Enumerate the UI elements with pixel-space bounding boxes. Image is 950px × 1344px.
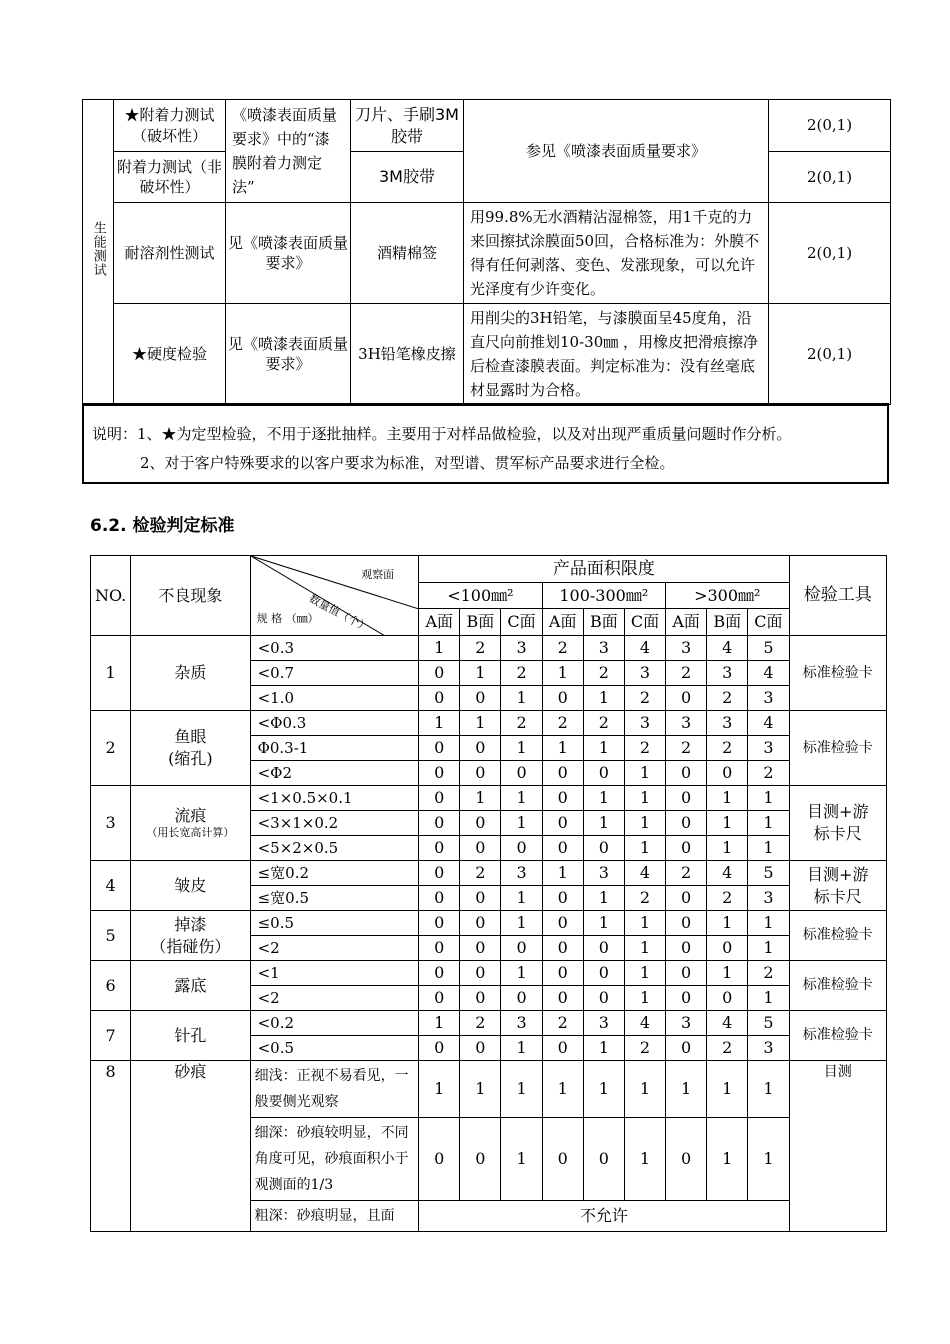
note-line-1: 说明：1、★为定型检验，不用于逐批抽样。主要用于对样品做检验，以及对出现严重质量问题时作分析。 [92, 425, 792, 443]
inspection-tool: 标准检验卡 [789, 1011, 886, 1061]
test-method: 见《喷漆表面质量要求》 [226, 304, 351, 405]
defect-name [131, 961, 250, 1011]
count-cell: 2 [460, 636, 501, 661]
spec: <0.7 [250, 661, 419, 686]
table-row [91, 961, 887, 986]
count-cell: 0 [542, 811, 583, 836]
count-cell: 0 [419, 686, 460, 711]
count-cell: 0 [707, 936, 748, 961]
count-cell: 0 [419, 761, 460, 786]
count-cell: 1 [501, 886, 542, 911]
count-cell: 1 [460, 786, 501, 811]
count-cell: 4 [624, 636, 665, 661]
count-cell: 0 [666, 811, 707, 836]
count-cell: 4 [624, 861, 665, 886]
spec: <2 [250, 986, 419, 1011]
count-cell: 0 [542, 936, 583, 961]
count-cell: 0 [460, 686, 501, 711]
performance-test-table [82, 99, 891, 405]
spec: ≤宽0.5 [250, 886, 419, 911]
count-cell: 0 [419, 1036, 460, 1061]
defect-name-note: （指碰伤） [150, 936, 231, 956]
count-cell: 0 [460, 1118, 501, 1201]
count-cell: 1 [748, 911, 789, 936]
count-cell: 1 [501, 1118, 542, 1201]
count-cell: 1 [501, 1036, 542, 1061]
count-cell: 1 [419, 1061, 460, 1118]
count-cell: 2 [501, 711, 542, 736]
table-row [91, 861, 887, 886]
defect-name-text: 掉漆 [174, 914, 207, 934]
inspection-tool: 标准检验卡 [789, 961, 886, 1011]
table-row [91, 911, 887, 936]
count-cell: 1 [624, 1118, 665, 1201]
count-cell: 1 [748, 1061, 789, 1118]
count-cell: 1 [707, 1061, 748, 1118]
count-cell: 1 [583, 686, 624, 711]
header-area-large: >300㎜² [666, 583, 789, 609]
count-cell: 1 [748, 986, 789, 1011]
judgement-standard-table [90, 555, 887, 1232]
count-cell: 0 [666, 911, 707, 936]
count-cell: 0 [501, 761, 542, 786]
count-cell: 0 [501, 986, 542, 1011]
count-cell: 0 [419, 736, 460, 761]
note-box [82, 403, 889, 484]
count-cell: 1 [583, 736, 624, 761]
count-cell: 1 [707, 911, 748, 936]
count-cell: 0 [542, 1118, 583, 1201]
count-cell: 0 [542, 911, 583, 936]
header-area-small: <100㎜² [419, 583, 542, 609]
header-face: A面 [542, 609, 583, 636]
count-cell: 0 [419, 911, 460, 936]
count-cell: 1 [707, 836, 748, 861]
count-cell: 4 [707, 861, 748, 886]
count-cell: 1 [501, 686, 542, 711]
count-cell: 1 [624, 936, 665, 961]
count-cell: 1 [583, 1036, 624, 1061]
spec: <1×0.5×0.1 [250, 786, 419, 811]
count-cell: 2 [707, 1036, 748, 1061]
table-row [91, 1061, 887, 1118]
count-cell: 0 [542, 786, 583, 811]
count-cell: 3 [583, 1011, 624, 1036]
count-cell: 1 [460, 661, 501, 686]
table-row [91, 1011, 887, 1036]
defect-no: 1 [91, 636, 131, 711]
count-cell: 0 [460, 886, 501, 911]
count-cell: 2 [624, 686, 665, 711]
header-face: C面 [624, 609, 665, 636]
header-diagonal [250, 556, 419, 636]
count-cell: 3 [707, 711, 748, 736]
count-cell: 2 [707, 736, 748, 761]
inspection-tool: 目测+游标卡尺 [789, 786, 886, 861]
count-cell: 0 [666, 986, 707, 1011]
test-method: 见《喷漆表面质量要求》 [226, 203, 351, 304]
count-cell: 1 [542, 1061, 583, 1118]
test-criteria: 用削尖的3H铅笔，与漆膜面呈45度角，沿直尺向前推划10-30㎜ ，用橡皮把滑痕擦净后检查漆膜表面。判定标准为：没有丝毫底材显露时为合格。 [464, 304, 769, 405]
count-cell: 0 [460, 811, 501, 836]
spec: <Φ0.3 [250, 711, 419, 736]
table-row [91, 636, 887, 661]
count-cell: 0 [542, 986, 583, 1011]
count-cell: 0 [460, 911, 501, 936]
count-cell: 1 [624, 911, 665, 936]
count-cell: 0 [460, 736, 501, 761]
inspection-tool: 目测 [789, 1061, 886, 1232]
count-cell: 1 [748, 811, 789, 836]
table-row [91, 711, 887, 736]
defect-no: 4 [91, 861, 131, 911]
count-cell: 2 [624, 736, 665, 761]
count-cell: 0 [419, 811, 460, 836]
count-cell: 1 [624, 836, 665, 861]
count-cell: 0 [666, 786, 707, 811]
defect-name [131, 1011, 250, 1061]
count-cell: 1 [707, 811, 748, 836]
count-cell: 1 [583, 811, 624, 836]
header-face: A面 [666, 609, 707, 636]
header-area-limit: 产品面积限度 [419, 556, 789, 583]
count-cell: 0 [542, 961, 583, 986]
test-item: ★硬度检验 [114, 304, 226, 405]
test-item: ★附着力测试（破坏性） [114, 100, 226, 152]
count-cell: 0 [419, 1118, 460, 1201]
defect-no: 8 [91, 1061, 131, 1232]
count-cell: 3 [748, 886, 789, 911]
spec: <0.2 [250, 1011, 419, 1036]
header-face: B面 [583, 609, 624, 636]
count-cell: 0 [419, 836, 460, 861]
not-allowed: 不允许 [419, 1201, 789, 1232]
count-cell: 4 [748, 661, 789, 686]
count-cell: 2 [748, 761, 789, 786]
inspection-tool: 标准检验卡 [789, 711, 886, 786]
count-cell: 1 [748, 786, 789, 811]
count-cell: 0 [460, 836, 501, 861]
count-cell: 0 [501, 836, 542, 861]
count-cell: 1 [624, 986, 665, 1011]
aql-level: 2(0,1) [769, 100, 891, 152]
spec: <5×2×0.5 [250, 836, 419, 861]
test-tools: 酒精棉签 [351, 203, 464, 304]
defect-name-text: 针孔 [174, 1025, 207, 1045]
count-cell: 1 [460, 711, 501, 736]
count-cell: 0 [460, 986, 501, 1011]
table-row [91, 786, 887, 811]
count-cell: 3 [666, 1011, 707, 1036]
count-cell: 3 [748, 736, 789, 761]
count-cell: 0 [583, 961, 624, 986]
count-cell: 0 [460, 961, 501, 986]
test-tools: 3M胶带 [351, 152, 464, 203]
count-cell: 0 [419, 961, 460, 986]
spec: ≤宽0.2 [250, 861, 419, 886]
defect-name [131, 861, 250, 911]
count-cell: 4 [748, 711, 789, 736]
count-cell: 1 [666, 1061, 707, 1118]
count-cell: 1 [583, 911, 624, 936]
count-cell: 1 [542, 661, 583, 686]
count-cell: 2 [666, 736, 707, 761]
count-cell: 0 [419, 786, 460, 811]
count-cell: 0 [419, 886, 460, 911]
count-cell: 3 [583, 861, 624, 886]
spec: 粗深：砂痕明显，且面 [250, 1201, 419, 1232]
count-cell: 0 [666, 836, 707, 861]
count-cell: 4 [707, 636, 748, 661]
count-cell: 0 [583, 761, 624, 786]
count-cell: 1 [707, 786, 748, 811]
group-label: 生能测试 [83, 100, 114, 405]
count-cell: 3 [501, 636, 542, 661]
spec: ≤0.5 [250, 911, 419, 936]
count-cell: 0 [460, 761, 501, 786]
header-face: A面 [419, 609, 460, 636]
diag-top-label: 观察面 [361, 568, 395, 581]
defect-name [131, 636, 250, 711]
section-title: 6.2. 检验判定标准 [90, 516, 235, 536]
count-cell: 2 [501, 661, 542, 686]
count-cell: 2 [666, 661, 707, 686]
spec: <0.5 [250, 1036, 419, 1061]
count-cell: 0 [501, 936, 542, 961]
count-cell: 2 [460, 861, 501, 886]
count-cell: 3 [583, 636, 624, 661]
count-cell: 1 [501, 961, 542, 986]
defect-name [131, 1061, 250, 1232]
defect-no: 6 [91, 961, 131, 1011]
count-cell: 0 [666, 886, 707, 911]
count-cell: 0 [583, 986, 624, 1011]
header-tool: 检验工具 [789, 556, 886, 636]
count-cell: 0 [460, 1036, 501, 1061]
count-cell: 0 [460, 936, 501, 961]
aql-level: 2(0,1) [769, 152, 891, 203]
test-criteria: 用99.8%无水酒精沾湿棉签，用1千克的力来回擦拭涂膜面50回，合格标准为：外膜不得有任何剥落、变色、发涨现象，可以允许光泽度有少许变化。 [464, 203, 769, 304]
count-cell: 0 [583, 1118, 624, 1201]
count-cell: 1 [542, 861, 583, 886]
header-no: NO. [91, 556, 131, 636]
count-cell: 1 [419, 1011, 460, 1036]
inspection-tool: 目测+游标卡尺 [789, 861, 886, 911]
header-defect: 不良现象 [131, 556, 250, 636]
test-item: 耐溶剂性测试 [114, 203, 226, 304]
defect-name-text: 杂质 [174, 663, 207, 683]
count-cell: 0 [583, 836, 624, 861]
count-cell: 0 [542, 836, 583, 861]
count-cell: 1 [707, 1118, 748, 1201]
count-cell: 1 [624, 1061, 665, 1118]
count-cell: 0 [419, 986, 460, 1011]
defect-name [131, 711, 250, 786]
count-cell: 0 [666, 686, 707, 711]
defect-name-text: 鱼眼 [174, 727, 207, 747]
note-line-2: 2、对于客户特殊要求的以客户要求为标准，对型谱、贯军标产品要求进行全检。 [140, 454, 675, 472]
count-cell: 2 [583, 661, 624, 686]
count-cell: 3 [624, 711, 665, 736]
count-cell: 0 [542, 886, 583, 911]
header-face: B面 [460, 609, 501, 636]
defect-name-note: (缩孔) [168, 749, 213, 768]
count-cell: 1 [748, 936, 789, 961]
count-cell: 2 [460, 1011, 501, 1036]
count-cell: 3 [501, 1011, 542, 1036]
count-cell: 1 [748, 1118, 789, 1201]
count-cell: 0 [666, 936, 707, 961]
count-cell: 1 [624, 786, 665, 811]
count-cell: 3 [666, 636, 707, 661]
spec: Φ0.3-1 [250, 736, 419, 761]
count-cell: 0 [666, 961, 707, 986]
spec: <1.0 [250, 686, 419, 711]
count-cell: 0 [666, 761, 707, 786]
count-cell: 1 [501, 786, 542, 811]
count-cell: 1 [419, 711, 460, 736]
count-cell: 3 [666, 711, 707, 736]
test-method: 《喷漆表面质量要求》中的“漆膜附着力测定法” [226, 100, 351, 203]
header-face: B面 [707, 609, 748, 636]
defect-no: 5 [91, 911, 131, 961]
aql-level: 2(0,1) [769, 304, 891, 405]
count-cell: 0 [542, 686, 583, 711]
count-cell: 1 [624, 811, 665, 836]
count-cell: 1 [501, 1061, 542, 1118]
defect-name-text: 露底 [174, 975, 207, 995]
count-cell: 0 [419, 936, 460, 961]
defect-name-text: 皱皮 [174, 875, 207, 895]
count-cell: 1 [501, 811, 542, 836]
spec: 细浅：正视不易看见，一般要侧光观察 [250, 1061, 419, 1118]
count-cell: 4 [707, 1011, 748, 1036]
header-area-medium: 100-300㎜² [542, 583, 665, 609]
spec: <3×1×0.2 [250, 811, 419, 836]
defect-name-note: （用长宽高计算） [146, 826, 235, 840]
defect-name-text: 流痕 [174, 805, 207, 825]
count-cell: 3 [748, 1036, 789, 1061]
count-cell: 0 [707, 986, 748, 1011]
spec: <0.3 [250, 636, 419, 661]
count-cell: 1 [419, 636, 460, 661]
count-cell: 1 [583, 1061, 624, 1118]
count-cell: 2 [748, 961, 789, 986]
count-cell: 1 [501, 736, 542, 761]
inspection-tool: 标准检验卡 [789, 636, 886, 711]
spec: <Φ2 [250, 761, 419, 786]
count-cell: 1 [624, 961, 665, 986]
count-cell: 3 [624, 661, 665, 686]
header-face: C面 [748, 609, 789, 636]
defect-name [131, 786, 250, 861]
count-cell: 1 [583, 886, 624, 911]
test-tools: 刀片、手刷3M胶带 [351, 100, 464, 152]
spec: <1 [250, 961, 419, 986]
count-cell: 0 [583, 936, 624, 961]
count-cell: 0 [542, 1036, 583, 1061]
count-cell: 0 [419, 861, 460, 886]
header-face: C面 [501, 609, 542, 636]
count-cell: 1 [624, 761, 665, 786]
count-cell: 0 [419, 661, 460, 686]
count-cell: 3 [748, 686, 789, 711]
defect-name-text: 砂痕 [174, 1062, 207, 1081]
test-criteria: 参见《喷漆表面质量要求》 [464, 100, 769, 203]
count-cell: 2 [624, 886, 665, 911]
count-cell: 0 [707, 761, 748, 786]
count-cell: 1 [748, 836, 789, 861]
count-cell: 3 [501, 861, 542, 886]
spec: 细深：砂痕较明显，不同角度可见，砂痕面积小于观测面的1/3 [250, 1118, 419, 1201]
count-cell: 1 [460, 1061, 501, 1118]
count-cell: 2 [707, 886, 748, 911]
defect-name [131, 911, 250, 961]
count-cell: 2 [542, 1011, 583, 1036]
count-cell: 2 [624, 1036, 665, 1061]
diag-bottom-label: 规 格 （㎜） [256, 612, 319, 625]
test-tools: 3H铅笔橡皮擦 [351, 304, 464, 405]
defect-no: 3 [91, 786, 131, 861]
test-item: 附着力测试（非破坏性） [114, 152, 226, 203]
count-cell: 3 [707, 661, 748, 686]
count-cell: 0 [666, 1036, 707, 1061]
count-cell: 4 [624, 1011, 665, 1036]
defect-no: 2 [91, 711, 131, 786]
count-cell: 5 [748, 1011, 789, 1036]
spec: <2 [250, 936, 419, 961]
count-cell: 0 [542, 761, 583, 786]
aql-level: 2(0,1) [769, 203, 891, 304]
count-cell: 5 [748, 636, 789, 661]
count-cell: 1 [542, 736, 583, 761]
count-cell: 1 [707, 961, 748, 986]
count-cell: 5 [748, 861, 789, 886]
count-cell: 0 [666, 1118, 707, 1201]
count-cell: 2 [666, 861, 707, 886]
count-cell: 2 [583, 711, 624, 736]
count-cell: 1 [583, 786, 624, 811]
diag-mid-label: 数量值（个） [306, 592, 371, 635]
inspection-tool: 标准检验卡 [789, 911, 886, 961]
count-cell: 1 [501, 911, 542, 936]
count-cell: 2 [707, 686, 748, 711]
count-cell: 2 [542, 711, 583, 736]
defect-no: 7 [91, 1011, 131, 1061]
count-cell: 2 [542, 636, 583, 661]
